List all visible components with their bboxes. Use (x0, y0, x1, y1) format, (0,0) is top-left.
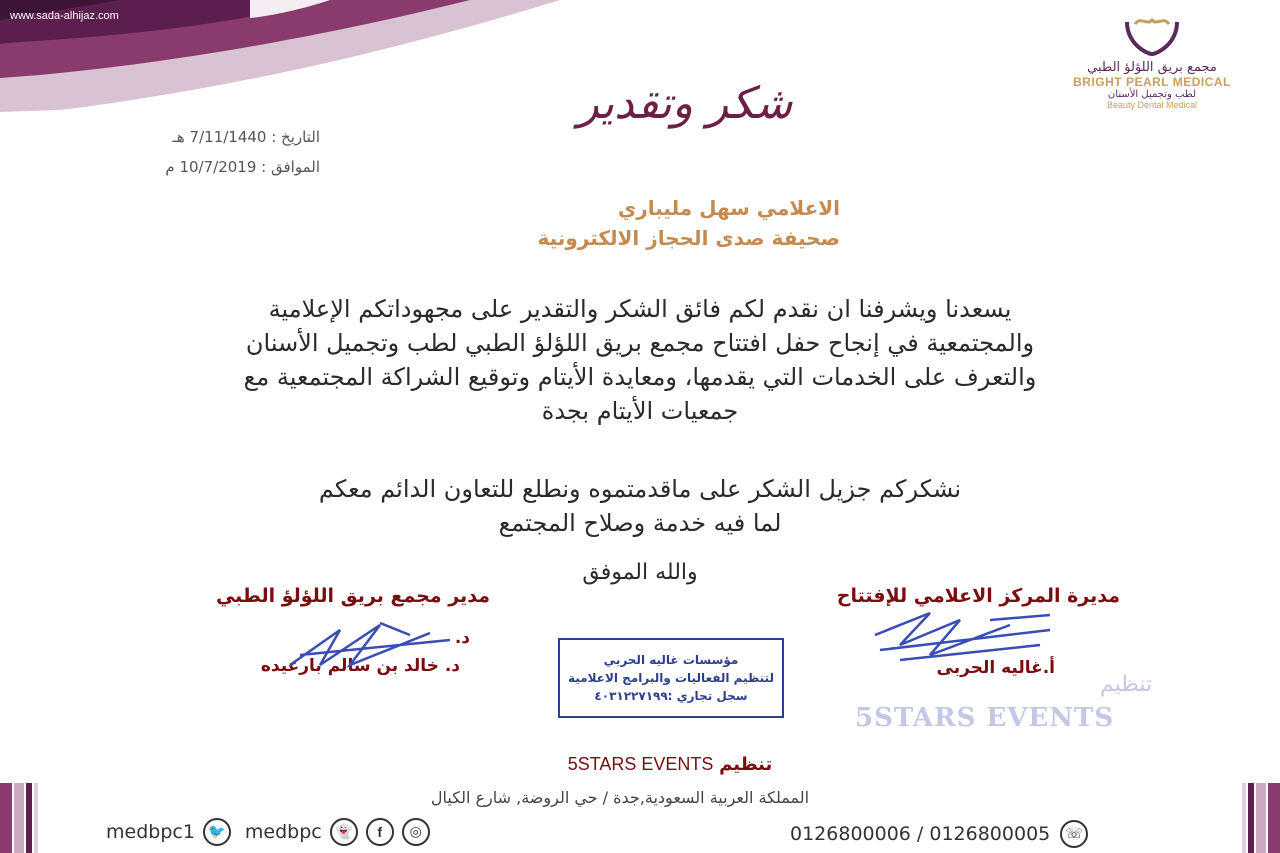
recipient-name: الاعلامي سهل مليباري (617, 196, 840, 220)
thanks-text (240, 472, 1040, 540)
pearl-logo-icon (1117, 12, 1187, 56)
closing-phrase: والله الموفق (582, 560, 698, 585)
right-signer-title: مديرة المركز الاعلامي للإفتتاح (836, 585, 1120, 607)
right-signature-scribble (870, 605, 1060, 670)
site-watermark: www.sada-alhijaz.com (10, 10, 119, 22)
right-signer-name: أ.غاليه الحربى (936, 658, 1055, 678)
left-signer-title: مدير مجمع بريق اللؤلؤ الطبي (215, 585, 490, 607)
body-paragraph: يسعدنا ويشرفنا ان نقدم لكم فائق الشكر والتقدير على مجهوداتكم الإعلامية والمجتمعية في إنجاح حفل افتتاح مجمع بريق اللؤلؤ الطبي لطب وتجميل الأسنان والتعرف على الخدمات التي يقدمها، ومعايدة الأيتام وتوقيع الشراكة المجتمعية مع جمعيات الأيتام بجدة (243, 295, 1037, 425)
logo-name-ar: مجمع بريق اللؤلؤ الطبي (1087, 60, 1217, 75)
logo-sub-ar: لطب وتجميل الأسنان (1107, 89, 1197, 100)
organizer-line (540, 754, 800, 775)
facebook-icon[interactable]: f (366, 818, 394, 846)
logo-name-en: BRIGHT PEARL MEDICAL (1073, 75, 1231, 89)
stamp-line-2: لتنظيم الفعاليات والبرامج الاعلامية (568, 671, 774, 685)
left-signer-name: د. خالد بن سالم بارعيده (260, 656, 460, 676)
stamp-line-3: سجل تجاري :٤٠٣١٢٢٧١٩٩ (594, 689, 748, 703)
organizer-label: تنظيم (719, 754, 773, 775)
page-title: شكر وتقدير (577, 77, 793, 129)
date-hijri: التاريخ : 7/11/1440 هـ (172, 128, 320, 146)
social-handle[interactable]: medbpc (244, 821, 322, 843)
date-gregorian: الموافق : 10/7/2019 م (165, 158, 320, 176)
twitter-handle[interactable]: medbpc1 (106, 821, 195, 843)
phone-numbers[interactable]: 0126800006 / 0126800005 (790, 823, 1051, 845)
phone-icon: ☏ (1060, 820, 1088, 848)
organizer-name: 5STARS EVENTS (567, 754, 714, 774)
twitter-icon[interactable]: 🐦 (203, 818, 231, 846)
thanks-line-1: نشكركم جزيل الشكر على ماقدمتموه ونطلع للتعاون الدائم معكم (318, 475, 962, 503)
phone-contact (790, 820, 1088, 848)
snapchat-icon[interactable]: 👻 (330, 818, 358, 846)
left-signer-prefix: د. (454, 628, 470, 648)
thanks-line-2: لما فيه خدمة وصلاح المجتمع (498, 509, 782, 537)
ghost-tanzeem: تنظيم (1100, 672, 1153, 697)
instagram-icon[interactable]: ◎ (402, 818, 430, 846)
recipient-org: صحيفة صدى الحجاز الالكترونية (537, 226, 840, 250)
left-signature-scribble (280, 615, 460, 675)
organizer-stamp (558, 638, 784, 718)
logo-sub-en: Beauty Dental Medical (1106, 100, 1198, 110)
ghost-org-name: 5STARS EVENTS (855, 703, 1115, 733)
clinic-logo (1052, 12, 1252, 110)
social-links (106, 818, 430, 846)
stamp-line-1: مؤسسات غاليه الحربي (603, 653, 739, 667)
address: المملكة العربية السعودية,جدة / حي الروضة, شارع الكيال (430, 788, 810, 807)
